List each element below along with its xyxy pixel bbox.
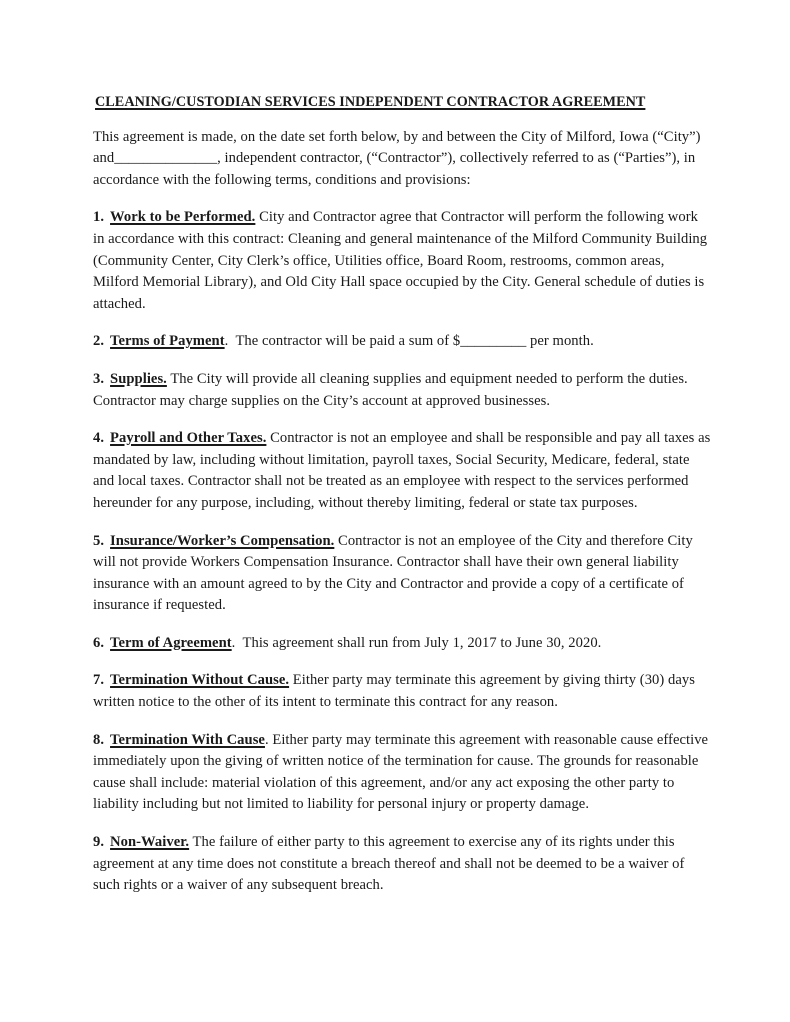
section-number: 7.	[93, 672, 105, 689]
section-body: City and Contractor agree that Contractor will perform the following work in accordance with this contract: Cleaning and general maintenance of the Milford Community Building (Community Center, City Clerk’s office, Utilities office, Board Room, restrooms, common areas, Milford Memorial Library), and Old City Hall space occupied by the City. General schedule of duties is attached.	[93, 209, 708, 312]
section-body: Either party may terminate this agreement by giving thirty (30) days written notice to the other of its intent to terminate this contract for any reason.	[93, 672, 695, 711]
section-number: 1.	[93, 209, 105, 226]
section-non-waiver	[93, 832, 713, 897]
contractor-name-blank: ______________	[114, 150, 218, 167]
section-body: The City will provide all cleaning supplies and equipment needed to perform the duties. Contractor may charge supplies on the City’s account at approved businesses.	[93, 370, 688, 409]
section-body: The contractor will be paid a sum of $_________ per month.	[228, 333, 594, 350]
section-term-of-agreement	[93, 633, 713, 655]
section-number: 4.	[93, 430, 105, 447]
section-heading: Terms of Payment	[110, 333, 225, 350]
section-termination-without-cause	[93, 670, 713, 713]
section-insurance	[93, 531, 713, 617]
intro-text-start: This agreement is made, on the date set forth below, by and between the City of Milford, Iowa (“City”) and	[93, 128, 701, 167]
section-body: Contractor is not an employee and shall be responsible and pay all taxes as mandated by law, including without limitation, payroll taxes, Social Security, Medicare, federal, state and local taxes. Contractor shall not be treated as an employee with respect to the services performed hereunder for any purpose, including, without thereby limiting, federal or state tax purposes.	[93, 430, 711, 511]
section-number: 2.	[93, 333, 105, 350]
section-supplies	[93, 369, 713, 412]
section-heading: Termination With Cause	[110, 731, 265, 748]
section-number: 9.	[93, 834, 105, 851]
section-payroll-and-taxes	[93, 428, 713, 514]
section-heading: Termination Without Cause.	[110, 672, 290, 689]
section-number: 8.	[93, 731, 105, 748]
intro-text-end: , independent contractor, (“Contractor”), collectively referred to as (“Parties”), in accordance with the following terms, conditions and provisions:	[93, 150, 696, 188]
section-heading: Term of Agreement	[110, 634, 232, 651]
section-number: 5.	[93, 532, 105, 549]
section-heading: Supplies.	[110, 370, 167, 387]
section-heading: Insurance/Worker’s Compensation.	[110, 532, 335, 549]
document-page	[93, 92, 713, 913]
section-number: 3.	[93, 370, 105, 387]
section-body: Contractor is not an employee of the City and therefore City will not provide Workers Compensation Insurance. Contractor shall have their own general liability insurance with an amount agreed to by the City and Contractor and provide a copy of a certificate of insurance if requested.	[93, 532, 693, 614]
section-number: 6.	[93, 634, 105, 651]
document-title: CLEANING/CUSTODIAN SERVICES INDEPENDENT CONTRACTOR AGREEMENT	[95, 94, 646, 110]
section-termination-with-cause	[93, 730, 713, 816]
section-heading: Non-Waiver.	[110, 834, 190, 851]
section-heading-trail: .	[231, 634, 236, 651]
section-body: The failure of either party to this agreement to exercise any of its rights under this agreement at any time does not constitute a breach thereof and shall not be deemed to be a waiver of such rights or a waiver of any subsequent breach.	[93, 834, 685, 894]
section-heading: Payroll and Other Taxes.	[110, 430, 267, 447]
section-body: Either party may terminate this agreement with reasonable cause effective immediately upon the giving of written notice of the termination for cause. The grounds for reasonable cause shall include: material violation of this agreement, and/or any act exposing the other party to liability including but not limited to liability for personal injury or property damage.	[93, 731, 709, 813]
section-terms-of-payment	[93, 331, 713, 353]
section-heading-trail: .	[264, 731, 269, 748]
intro-paragraph	[93, 127, 713, 192]
section-work-to-be-performed	[93, 207, 713, 315]
section-heading: Work to be Performed.	[110, 209, 256, 226]
section-body: This agreement shall run from July 1, 2017 to June 30, 2020.	[235, 634, 602, 651]
section-heading-trail: .	[224, 333, 229, 350]
